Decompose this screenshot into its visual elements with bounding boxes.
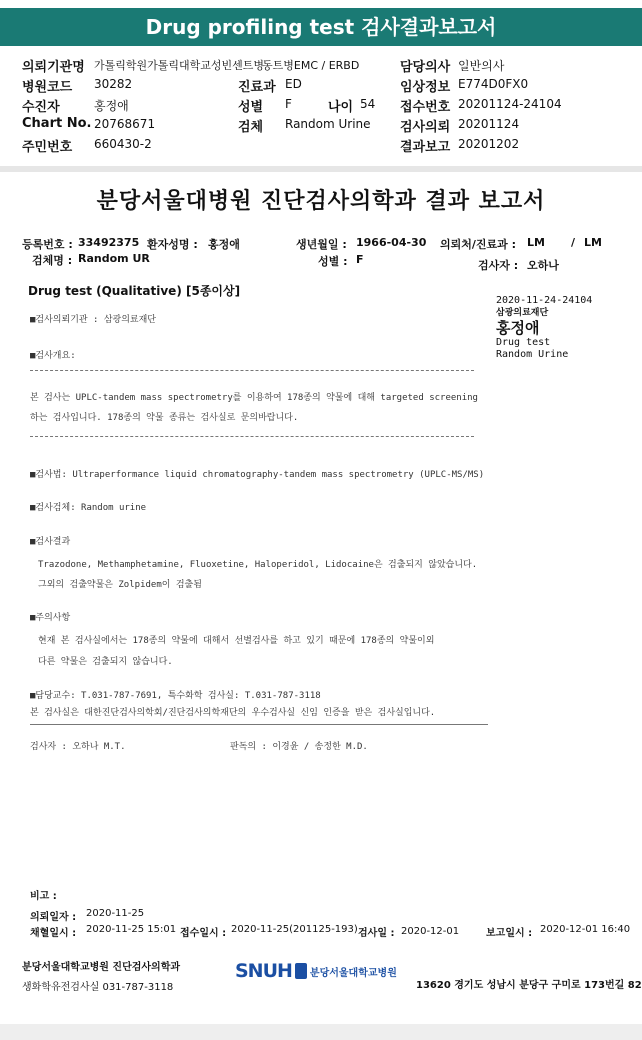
- sex-value: F: [285, 97, 292, 111]
- specimen-value: Random Urine: [285, 117, 371, 131]
- stamp-patient: 홍정애: [496, 319, 540, 337]
- snuh-logo-name: 분당서울대학교병원: [309, 967, 397, 979]
- specimen-stamp: [496, 295, 592, 361]
- institution-label: 의뢰기관명: [22, 60, 85, 75]
- receipt-label: 접수일시 :: [180, 928, 227, 939]
- overview-line-2: 하는 검사입니다. 178종의 약물 종류는 검사실로 문의바랍니다.: [30, 413, 299, 423]
- specimen-name-value: Random UR: [78, 252, 150, 265]
- result-report-page: [0, 172, 642, 1024]
- dob-value: 1966-04-30: [356, 236, 427, 249]
- reviewer-signature: 판독의 : 이경윤 / 송정한 M.D.: [230, 742, 368, 752]
- test-date-label: 검사일 :: [358, 928, 395, 939]
- institution-value: 가톨릭학원가톨릭대학교성빈센트병: [94, 59, 265, 72]
- doctor-label: 담당의사: [400, 60, 451, 75]
- resident-label: 주민번호: [22, 140, 73, 155]
- age-label: 나이: [328, 100, 354, 115]
- notice-head: ■주의사항: [30, 613, 71, 623]
- report-banner: Drug profiling test 검사결과보고서: [0, 8, 642, 46]
- notice-line-1: 현재 본 검사실에서는 178종의 약물에 대해서 선별검사를 하고 있기 때문에 178종의 약물이외: [38, 636, 435, 646]
- test-name: Drug test (Qualitative) [5종이상]: [28, 284, 241, 298]
- clinical-info-value: E774D0FX0: [458, 77, 529, 91]
- overview-top-rule: [30, 370, 474, 371]
- lab-phone: 생화학유전검사실 031-787-3118: [22, 982, 174, 993]
- patient-label: 수진자: [22, 100, 60, 115]
- patient-value: 홍정애: [94, 99, 129, 113]
- lab-institution: ■검사의뢰기관 : 삼광의료재단: [30, 315, 157, 325]
- receipt-no-label: 접수번호: [400, 100, 451, 115]
- request-date-label: 검사의뢰: [400, 120, 451, 135]
- doc-sex-label: 성별 :: [318, 255, 348, 268]
- hospital-code-value: 30282: [94, 77, 133, 91]
- page-bottom-edge: [0, 1024, 642, 1040]
- tester-label: 검사자 :: [478, 259, 519, 272]
- request-date-label-ft: 의뢰일자 :: [30, 912, 77, 923]
- overview-line-1: 본 검사는 UPLC-tandem mass spectrometry를 이용하여 178종의 약물에 대해 targeted screening: [30, 393, 478, 403]
- clinic-value: ED: [285, 77, 302, 91]
- age-value: 54: [360, 97, 376, 111]
- specimen-line: ■검사검체: Random urine: [30, 503, 147, 513]
- hospital-dept: 분당서울대학교병원 진단검사의학과: [22, 962, 181, 973]
- resident-value: 660430-2: [94, 137, 152, 151]
- reg-label: 등록번호 :: [22, 238, 73, 251]
- signature-rule: [30, 724, 488, 725]
- doc-sex-value: F: [356, 253, 364, 266]
- dept-code: 동트병EMC / ERBD: [262, 59, 360, 72]
- stamp-lab: 삼광의료재단: [496, 308, 549, 318]
- request-date-value: 20201124: [458, 117, 520, 131]
- cert-line: 본 검사실은 대한진단검사의학회/진단검사의학재단의 우수검사실 신임 인증을 받은 검사실입니다.: [30, 708, 436, 718]
- stamp-specimen: Random Urine: [496, 349, 569, 360]
- doctor-value: 일반의사: [458, 59, 505, 73]
- snuh-logo-text: SNUH: [235, 960, 292, 982]
- chart-value: 20768671: [94, 117, 156, 131]
- result-line-2: 그외의 검출약물은 Zolpidem이 검출됨: [38, 580, 202, 590]
- snuh-logo: [235, 960, 397, 982]
- collect-value: 2020-11-25 15:01: [86, 924, 177, 935]
- clinic-label: 진료과: [238, 80, 276, 95]
- clinical-info-label: 임상정보: [400, 80, 451, 95]
- tester-signature: 검사자 : 오하나 M.T.: [30, 742, 126, 752]
- sex-label: 성별: [238, 100, 264, 115]
- overview-head: ■검사개요:: [30, 351, 76, 361]
- stamp-receipt: 2020-11-24-24104: [496, 295, 593, 306]
- report-time-label: 보고일시 :: [486, 928, 533, 939]
- request-date-value-ft: 2020-11-25: [86, 908, 145, 919]
- specimen-name-label: 검체명 :: [32, 254, 73, 267]
- collect-label: 채혈일시 :: [30, 928, 77, 939]
- dob-label: 생년월일 :: [296, 238, 347, 251]
- dept-value-2: LM: [584, 236, 602, 249]
- hospital-code-label: 병원코드: [22, 80, 73, 95]
- reg-value: 33492375: [78, 236, 140, 249]
- dept-label: 의뢰처/진료과 :: [440, 238, 517, 251]
- report-date-label: 결과보고: [400, 140, 451, 155]
- notice-line-2: 다른 약물은 검출되지 않습니다.: [38, 657, 173, 667]
- result-head: ■검사결과: [30, 537, 71, 547]
- result-line-1: Trazodone, Methamphetamine, Fluoxetine, Haloperidol, Lidocaine은 검출되지 않았습니다.: [38, 560, 478, 570]
- dept-separator: /: [571, 236, 576, 249]
- receipt-value: 2020-11-25(201125-193): [231, 924, 358, 935]
- hospital-address: 13620 경기도 성남시 분당구 구미로 173번길 82: [416, 980, 642, 991]
- dept-value-1: LM: [527, 236, 545, 249]
- report-time-value: 2020-12-01 16:40: [540, 924, 631, 935]
- snuh-emblem-icon: [295, 963, 307, 979]
- report-date-value: 20201202: [458, 137, 520, 151]
- name-label: 환자성명 :: [147, 238, 198, 251]
- stamp-test: Drug test: [496, 337, 551, 348]
- test-date-value: 2020-12-01: [401, 926, 460, 937]
- contact-line: ■담당교수: T.031-787-7691, 특수화학 검사실: T.031-787-3118: [30, 691, 321, 701]
- receipt-no-value: 20201124-24104: [458, 97, 562, 111]
- remark-label: 비고 :: [30, 891, 57, 902]
- chart-label: Chart No.: [22, 116, 92, 131]
- specimen-label: 검체: [238, 120, 264, 135]
- name-value: 홍정애: [208, 238, 240, 251]
- tester-value: 오하나: [527, 259, 559, 272]
- request-header: [0, 54, 642, 164]
- method-line: ■검사법: Ultraperformance liquid chromatography-tandem mass spectrometry (UPLC-MS/MS): [30, 470, 485, 480]
- doc-title: 분당서울대병원 진단검사의학과 결과 보고서: [96, 189, 546, 214]
- overview-bottom-rule: [30, 436, 474, 437]
